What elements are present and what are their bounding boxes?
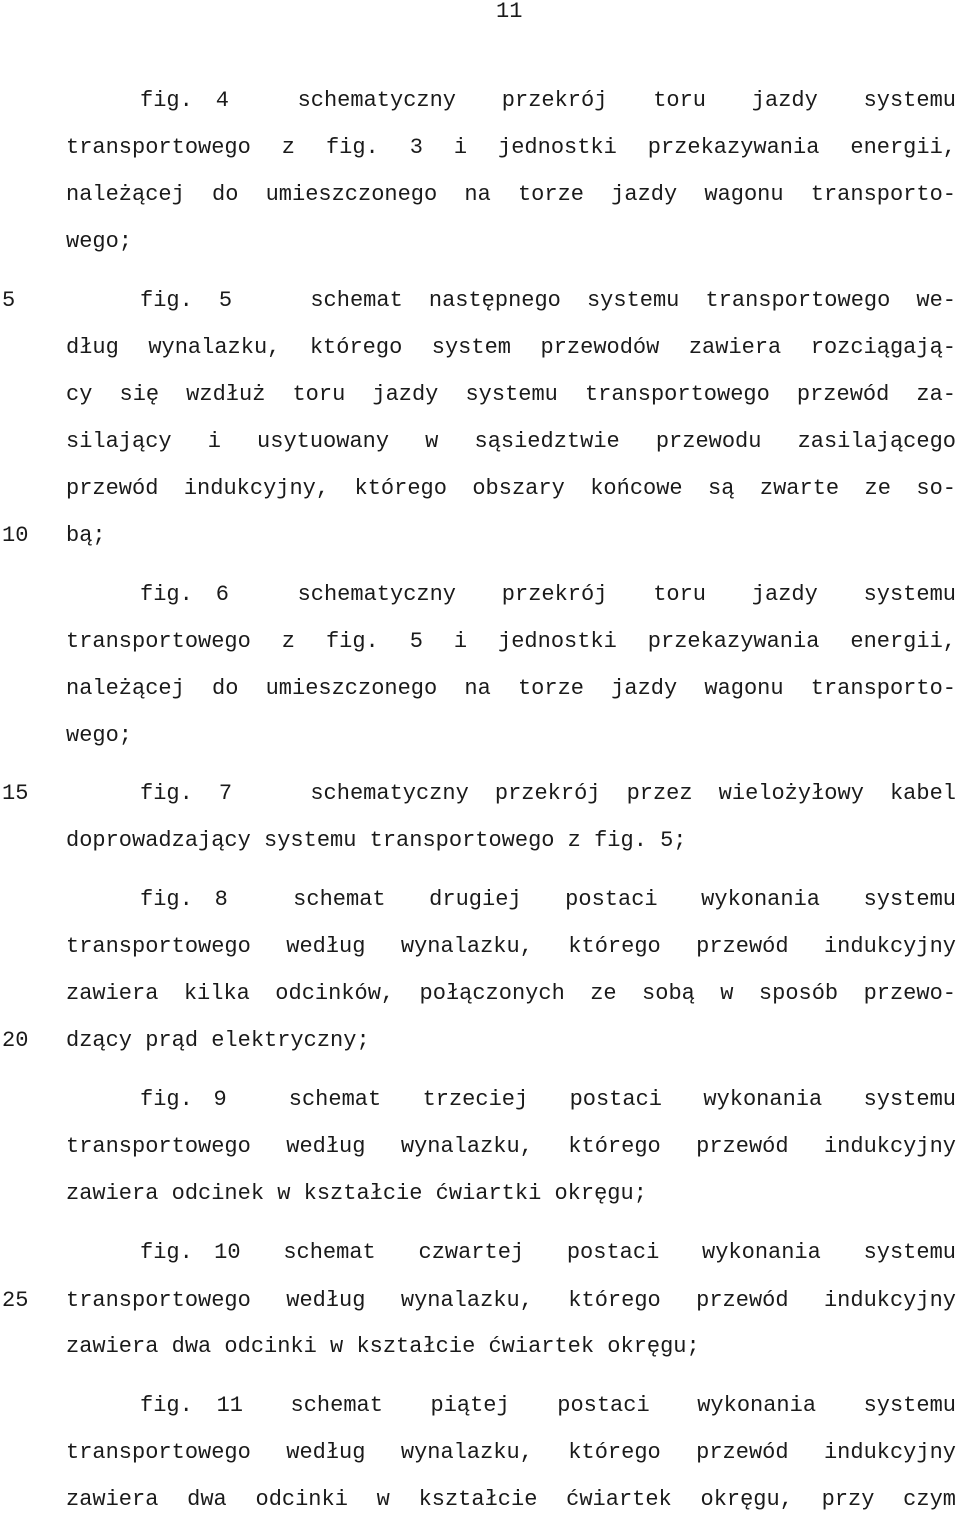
text-line: wego; <box>66 229 133 254</box>
text-line: zawiera dwa odcinki w kształcie ćwiartek okręgu; <box>66 1334 700 1359</box>
text-line: fig. 9 schemat trzeciej postaci wykonania systemu <box>140 1087 956 1112</box>
text-line: zawiera odcinek w kształcie ćwiartki okręgu; <box>66 1181 647 1206</box>
text-line: należącej do umieszczonego na torze jazdy wagonu transporto- <box>66 182 956 207</box>
text-line: transportowego według wynalazku, którego przewód indukcyjny <box>66 1288 956 1313</box>
line-number: 15 <box>2 781 29 806</box>
text-line: fig. 11 schemat piątej postaci wykonania systemu <box>140 1393 956 1418</box>
text-line: zawiera dwa odcinki w kształcie ćwiartek okręgu, przy czym <box>66 1487 956 1512</box>
text-line: fig. 8 schemat drugiej postaci wykonania systemu <box>140 887 956 912</box>
text-line: przewód indukcyjny, którego obszary końcowe są zwarte ze so- <box>66 476 956 501</box>
text-line: fig. 7 schematyczny przekrój przez wielożyłowy kabel <box>140 781 956 806</box>
text-line: transportowego według wynalazku, którego przewód indukcyjny <box>66 1134 956 1159</box>
text-line: wego; <box>66 723 133 748</box>
line-number: 25 <box>2 1288 29 1313</box>
text-line: bą; <box>66 523 106 548</box>
text-line: zawiera kilka odcinków, połączonych ze sobą w sposób przewo- <box>66 981 956 1006</box>
line-number: 10 <box>2 523 29 548</box>
text-line: fig. 10 schemat czwartej postaci wykonania systemu <box>140 1240 956 1265</box>
text-line: dzący prąd elektryczny; <box>66 1028 370 1053</box>
page-number: 11 <box>496 0 523 24</box>
text-line: fig. 4 schematyczny przekrój toru jazdy systemu <box>140 88 956 113</box>
text-line: dług wynalazku, którego system przewodów zawiera rozciągają- <box>66 335 956 360</box>
text-line: cy się wzdłuż toru jazdy systemu transportowego przewód za- <box>66 382 956 407</box>
text-line: fig. 5 schemat następnego systemu transportowego we- <box>140 288 956 313</box>
line-number: 5 <box>2 288 16 313</box>
text-line: transportowego według wynalazku, którego przewód indukcyjny <box>66 934 956 959</box>
text-line: silający i usytuowany w sąsiedztwie przewodu zasilającego <box>66 429 956 454</box>
text-line: transportowego z fig. 3 i jednostki przekazywania energii, <box>66 135 956 160</box>
line-number: 20 <box>2 1028 29 1053</box>
text-line: doprowadzający systemu transportowego z fig. 5; <box>66 828 687 853</box>
text-line: transportowego z fig. 5 i jednostki przekazywania energii, <box>66 629 956 654</box>
text-line: transportowego według wynalazku, którego przewód indukcyjny <box>66 1440 956 1465</box>
text-line: fig. 6 schematyczny przekrój toru jazdy systemu <box>140 582 956 607</box>
text-line: należącej do umieszczonego na torze jazdy wagonu transporto- <box>66 676 956 701</box>
